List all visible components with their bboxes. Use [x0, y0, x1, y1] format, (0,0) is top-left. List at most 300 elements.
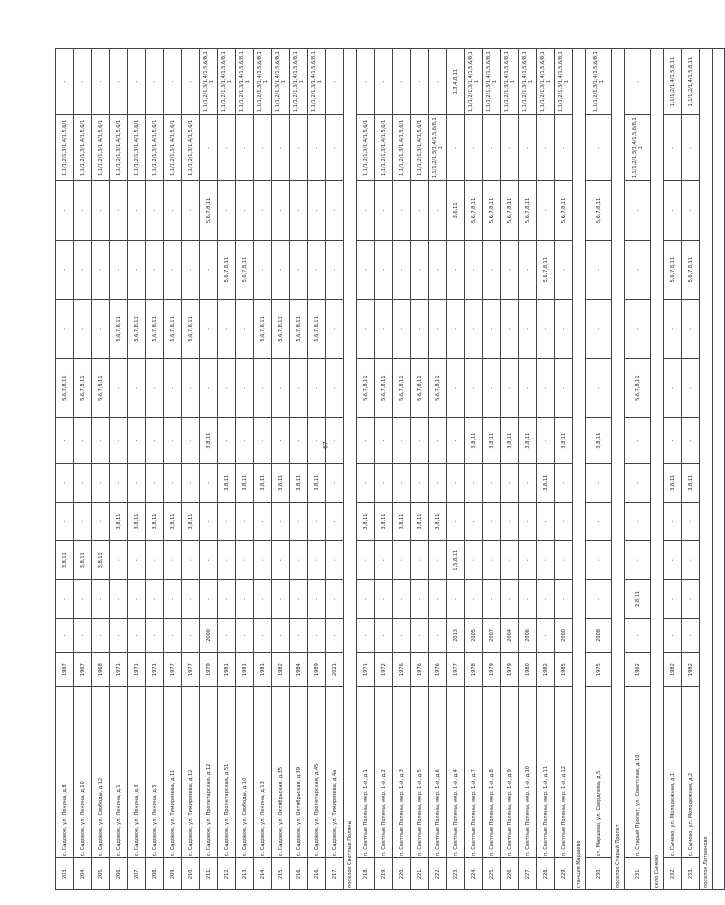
- repair-period-cell: -: [519, 502, 537, 541]
- building-address: с. Сычево, ул. Молодежная, д.1: [664, 687, 682, 858]
- repair-period-cell: 1,1/1,2/1,3/1,4/1,5,6/1: [375, 115, 393, 181]
- repair-period-cell: -: [411, 181, 429, 240]
- repair-period-cell: -: [465, 240, 483, 299]
- row-number: 221.: [411, 858, 429, 890]
- building-address: с. Садовое, ул. Ленина, д.13: [254, 687, 272, 858]
- repair-period-cell: -: [128, 240, 146, 299]
- repair-period-cell: -: [447, 115, 465, 181]
- repair-period-cell: -: [501, 240, 519, 299]
- repair-period-cell: -: [625, 502, 651, 541]
- repair-period-cell: -: [326, 580, 344, 619]
- table-row: [200, 49, 218, 890]
- building-address: с. Садовое, ул. Ленина, д.3: [128, 687, 146, 858]
- repair-period-cell: -: [375, 240, 393, 299]
- table-row: [290, 49, 308, 890]
- row-number: 218.: [357, 858, 375, 890]
- building-address: с. Садовое, ул. Свободы, д.10: [236, 687, 254, 858]
- repair-period-cell: 3,8,11: [555, 418, 573, 464]
- year-built: 1971: [128, 653, 146, 687]
- repair-period-cell: -: [501, 299, 519, 358]
- repair-period-cell: -: [375, 580, 393, 619]
- repair-period-cell: 3,8,11: [501, 418, 519, 464]
- table-row: [254, 49, 272, 890]
- repair-period-cell: -: [586, 299, 612, 358]
- repair-period-cell: -: [254, 502, 272, 541]
- repair-period-cell: 5,6,7,8,11: [74, 359, 92, 418]
- repair-period-cell: -: [92, 181, 110, 240]
- repair-period-cell: -: [537, 502, 555, 541]
- repair-period-cell: -: [429, 541, 447, 580]
- repair-period-cell: -: [146, 463, 164, 502]
- row-number: 229.: [555, 858, 573, 890]
- repair-period-cell: 5,6,7,8,11: [92, 359, 110, 418]
- building-address: с. Садовое, ул. Свободы, д.12: [92, 687, 110, 858]
- repair-period-cell: -: [483, 299, 501, 358]
- repair-period-cell: -: [254, 115, 272, 181]
- repair-period-cell: -: [128, 49, 146, 115]
- repair-period-cell: -: [182, 49, 200, 115]
- repair-period-cell: -: [200, 502, 218, 541]
- repair-period-cell: -: [625, 299, 651, 358]
- repair-period-cell: 3,8,11: [429, 502, 447, 541]
- repair-period-cell: -: [74, 580, 92, 619]
- repair-period-cell: 3,8,11: [254, 463, 272, 502]
- repair-period-cell: -: [393, 240, 411, 299]
- repair-period-cell: -: [375, 541, 393, 580]
- repair-period-cell: 3,8,11: [586, 418, 612, 464]
- repair-period-cell: -: [290, 502, 308, 541]
- repair-period-cell: -: [664, 618, 682, 652]
- building-address: с. Садовое, ул. Ленина, д.8: [56, 687, 74, 858]
- repair-period-cell: -: [465, 502, 483, 541]
- repair-period-cell: -: [483, 240, 501, 299]
- repair-period-cell: -: [290, 541, 308, 580]
- repair-period-cell: 3,8,11: [128, 502, 146, 541]
- repair-period-cell: -: [393, 618, 411, 652]
- repair-period-cell: 3,8,11: [290, 463, 308, 502]
- repair-period-cell: -: [447, 299, 465, 358]
- repair-period-cell: -: [236, 418, 254, 464]
- repair-period-cell: -: [200, 580, 218, 619]
- building-address: с. Садовое, ул. Пролетарская, д.51: [218, 687, 236, 858]
- repair-period-cell: -: [501, 502, 519, 541]
- repair-period-cell: -: [290, 240, 308, 299]
- table-row: [393, 49, 411, 890]
- repair-period-cell: 5,6,7,8,11: [429, 359, 447, 418]
- repair-period-cell: -: [182, 181, 200, 240]
- repair-period-cell: 1,3,4,8,11: [447, 49, 465, 115]
- repair-period-cell: 5,6,7,8,11: [375, 359, 393, 418]
- rotated-table-wrapper: [55, 48, 709, 890]
- repair-period-cell: 1,1/1,2/1,3/1,4/1,5,6/8,11: [290, 49, 308, 115]
- empty-cell: [713, 49, 725, 890]
- repair-period-cell: -: [56, 299, 74, 358]
- repair-period-cell: 2000: [555, 618, 573, 652]
- repair-period-cell: -: [357, 240, 375, 299]
- repair-period-cell: -: [537, 359, 555, 418]
- building-address: с. Садовое, ул. Октябрьская, д.35: [272, 687, 290, 858]
- year-built: 1972: [375, 653, 393, 687]
- building-address: с. Садовое, ул. Ленина, д.10: [74, 687, 92, 858]
- repair-period-cell: -: [308, 580, 326, 619]
- repair-period-cell: -: [625, 618, 651, 652]
- repair-period-cell: -: [56, 502, 74, 541]
- table-row: [308, 49, 326, 890]
- repair-period-cell: -: [537, 299, 555, 358]
- repair-period-cell: -: [625, 463, 651, 502]
- building-address: с. Садовое, ул. Ленина, д.5: [146, 687, 164, 858]
- repair-period-cell: -: [110, 463, 128, 502]
- repair-period-cell: 1,1/1,2/1,3/1,4/1,5,6/8,11: [625, 115, 651, 181]
- repair-period-cell: 5,6,7,8,11: [200, 181, 218, 240]
- repair-period-cell: -: [625, 181, 651, 240]
- repair-period-cell: 5,6,7,8,11: [357, 359, 375, 418]
- repair-period-cell: 3,8,11: [164, 502, 182, 541]
- repair-period-cell: 3,6,11: [447, 181, 465, 240]
- repair-period-cell: -: [357, 181, 375, 240]
- repair-period-cell: 1,1/1,2/1,4/1,5,8,11: [682, 49, 700, 115]
- year-built: 1985: [555, 653, 573, 687]
- repair-period-cell: -: [411, 418, 429, 464]
- row-number: 228.: [537, 858, 555, 890]
- repair-period-cell: -: [110, 580, 128, 619]
- table-row: [625, 49, 651, 890]
- building-address: п. Светлые Поляны, мкр. 1-й, д.11: [537, 687, 555, 858]
- repair-period-cell: -: [483, 359, 501, 418]
- year-built: 1981: [254, 653, 272, 687]
- repair-period-cell: 3,8,11: [146, 502, 164, 541]
- repair-period-cell: -: [92, 502, 110, 541]
- repair-period-cell: -: [92, 240, 110, 299]
- repair-period-cell: -: [537, 115, 555, 181]
- repair-period-cell: -: [586, 541, 612, 580]
- table-row: [357, 49, 375, 890]
- section-title: село Сычево: [651, 49, 664, 890]
- row-number: 212.: [218, 858, 236, 890]
- repair-period-cell: -: [519, 580, 537, 619]
- repair-period-cell: 5,6,7,8,11: [586, 181, 612, 240]
- repair-period-cell: 2005: [465, 618, 483, 652]
- repair-period-cell: -: [357, 418, 375, 464]
- repair-period-cell: -: [326, 299, 344, 358]
- building-address: ст. Маршево, ул. Свердлова, д.5: [586, 687, 612, 858]
- repair-period-cell: -: [447, 502, 465, 541]
- repair-period-cell: -: [272, 181, 290, 240]
- repair-period-cell: -: [182, 618, 200, 652]
- repair-period-cell: 5,6,7,8,11: [483, 181, 501, 240]
- repair-period-cell: 1,1/1,2/1,3/1,4/1,5,6/1: [411, 115, 429, 181]
- building-address: п. Светлые Поляны, мкр. 1-й, д.2: [375, 687, 393, 858]
- repair-period-cell: -: [465, 541, 483, 580]
- repair-period-cell: 2008: [586, 618, 612, 652]
- building-address: с. Садовое, ул. Пролетарская, д.45: [308, 687, 326, 858]
- repair-period-cell: 1,1/1,2/1,3/1,4/1,5,6/8,11: [218, 49, 236, 115]
- repair-period-cell: -: [182, 359, 200, 418]
- repair-period-cell: -: [74, 299, 92, 358]
- row-number: 231.: [625, 858, 651, 890]
- repair-period-cell: -: [326, 181, 344, 240]
- repair-period-cell: -: [56, 240, 74, 299]
- repair-period-cell: -: [682, 418, 700, 464]
- repair-period-cell: 5,6,7,8,11: [164, 299, 182, 358]
- row-number: 216.: [308, 858, 326, 890]
- table-row: [447, 49, 465, 890]
- repair-period-cell: -: [682, 299, 700, 358]
- repair-period-cell: -: [555, 115, 573, 181]
- table-row: [92, 49, 110, 890]
- repair-period-cell: -: [537, 618, 555, 652]
- repair-period-cell: 1,1/1,2/1,3/1,4/1,5,6/8,11: [501, 49, 519, 115]
- repair-period-cell: -: [182, 240, 200, 299]
- table-row: [375, 49, 393, 890]
- repair-period-cell: 1,1/1,2/1,3/1,4/1,5,6/8,11: [254, 49, 272, 115]
- repair-period-cell: 1,1/1,2/1,3/1,4/1,5,6/8,11: [272, 49, 290, 115]
- building-address: п. Светлые Поляны, мкр. 1-й, д.8: [483, 687, 501, 858]
- repair-period-cell: -: [218, 502, 236, 541]
- repair-period-cell: -: [537, 181, 555, 240]
- repair-period-cell: -: [501, 463, 519, 502]
- repair-period-cell: -: [357, 49, 375, 115]
- repair-period-cell: -: [664, 541, 682, 580]
- repair-period-cell: -: [254, 580, 272, 619]
- repair-period-cell: -: [393, 299, 411, 358]
- table-row: [519, 49, 537, 890]
- repair-period-cell: 3,8,11: [483, 418, 501, 464]
- repair-period-cell: -: [254, 618, 272, 652]
- repair-period-cell: 3,8,11: [182, 502, 200, 541]
- repair-period-cell: -: [501, 115, 519, 181]
- repair-period-cell: -: [110, 541, 128, 580]
- repair-period-cell: -: [92, 418, 110, 464]
- repair-period-cell: -: [74, 49, 92, 115]
- repair-period-cell: -: [411, 240, 429, 299]
- repair-period-cell: -: [308, 418, 326, 464]
- repair-period-cell: 2004: [501, 618, 519, 652]
- repair-period-cell: 3,8,11: [393, 502, 411, 541]
- repair-period-cell: -: [308, 359, 326, 418]
- repair-period-cell: -: [429, 580, 447, 619]
- building-address: с. Сычево, ул. Молодежная, д.2: [682, 687, 700, 858]
- page-number: 67: [322, 441, 330, 449]
- housing-repair-schedule-table: [55, 48, 725, 890]
- row-number: 215.: [272, 858, 290, 890]
- building-address: п. Светлые Поляны, мкр. 1-й, д.10: [519, 687, 537, 858]
- table-row: [182, 49, 200, 890]
- repair-period-cell: -: [465, 463, 483, 502]
- repair-period-cell: 5,6,7,8,11: [146, 299, 164, 358]
- year-built: 1981: [218, 653, 236, 687]
- repair-period-cell: 1,1/1,2/1,3/1,4/1,5,6/8,11: [465, 49, 483, 115]
- row-number: 225.: [483, 858, 501, 890]
- repair-period-cell: 1,1/1,2/1,3/1,4/1,5,6/8,11: [308, 49, 326, 115]
- row-number: 206.: [110, 858, 128, 890]
- repair-period-cell: -: [465, 580, 483, 619]
- repair-period-cell: -: [555, 502, 573, 541]
- section-header-row: [700, 49, 713, 890]
- building-address: п. Светлые Поляны, мкр. 1-й, д.7: [465, 687, 483, 858]
- repair-period-cell: -: [56, 618, 74, 652]
- year-built: 1962: [625, 653, 651, 687]
- repair-period-cell: -: [411, 618, 429, 652]
- repair-period-cell: -: [56, 181, 74, 240]
- repair-period-cell: -: [128, 618, 146, 652]
- repair-period-cell: 1,1/1,2/1,3/1,4/1,5,6/1: [164, 115, 182, 181]
- table-row: [218, 49, 236, 890]
- year-built: 1968: [92, 653, 110, 687]
- repair-period-cell: -: [272, 418, 290, 464]
- repair-period-cell: 3,8,11: [92, 541, 110, 580]
- table-row: [236, 49, 254, 890]
- row-number: 207.: [128, 858, 146, 890]
- repair-period-cell: 2006: [519, 618, 537, 652]
- repair-period-cell: -: [200, 541, 218, 580]
- table-row: [128, 49, 146, 890]
- repair-period-cell: -: [357, 580, 375, 619]
- repair-period-cell: 1,5,8,11: [447, 541, 465, 580]
- table-row: [537, 49, 555, 890]
- repair-period-cell: 5,6,7,8,11: [254, 299, 272, 358]
- repair-period-cell: 1,1/1,2/1,3/1,4/1,5,6/8,11: [555, 49, 573, 115]
- repair-period-cell: 3,8,11: [664, 463, 682, 502]
- repair-period-cell: -: [272, 618, 290, 652]
- row-number: 232.: [664, 858, 682, 890]
- repair-period-cell: -: [164, 580, 182, 619]
- repair-period-cell: -: [164, 618, 182, 652]
- year-built: 1981: [236, 653, 254, 687]
- repair-period-cell: -: [308, 502, 326, 541]
- repair-period-cell: -: [272, 580, 290, 619]
- year-built: 1977: [182, 653, 200, 687]
- row-number: 230.: [586, 858, 612, 890]
- repair-period-cell: -: [682, 181, 700, 240]
- repair-period-cell: 1,1/1,2/1,3/1,4/1,5,6/8,11: [519, 49, 537, 115]
- row-number: 211.: [200, 858, 218, 890]
- repair-period-cell: -: [272, 115, 290, 181]
- repair-period-cell: -: [254, 541, 272, 580]
- repair-period-cell: -: [218, 115, 236, 181]
- row-number: 223.: [447, 858, 465, 890]
- row-number: 233.: [682, 858, 700, 890]
- repair-period-cell: 1,1/1,2/1,3/1,4/1,5,6/1: [56, 115, 74, 181]
- repair-period-cell: -: [447, 418, 465, 464]
- repair-period-cell: 1,1/1,2/1,3/1,4/1,5,6/1: [146, 115, 164, 181]
- year-built: 1971: [146, 653, 164, 687]
- year-built: 1989: [308, 653, 326, 687]
- document-sheet: [55, 48, 709, 890]
- repair-period-cell: 5,6,7,8,11: [625, 359, 651, 418]
- repair-period-cell: -: [586, 502, 612, 541]
- repair-period-cell: -: [110, 359, 128, 418]
- year-built: 1979: [200, 653, 218, 687]
- repair-period-cell: -: [483, 463, 501, 502]
- repair-period-cell: 1,1/1,2/1,3/1,4/1,5,6/8,11: [537, 49, 555, 115]
- repair-period-cell: -: [308, 115, 326, 181]
- year-built: 1980: [519, 653, 537, 687]
- repair-period-cell: 5,6,7,8,11: [411, 359, 429, 418]
- repair-period-cell: 5,6,7,8,11: [465, 181, 483, 240]
- repair-period-cell: 5,6,7,8,11: [519, 181, 537, 240]
- repair-period-cell: 1,1/1,2/1,3/1,4/1,5,6/1: [357, 115, 375, 181]
- repair-period-cell: -: [200, 240, 218, 299]
- repair-period-cell: -: [375, 181, 393, 240]
- table-row: [326, 49, 344, 890]
- repair-period-cell: -: [519, 541, 537, 580]
- repair-period-cell: -: [272, 541, 290, 580]
- table-row: [164, 49, 182, 890]
- repair-period-cell: -: [537, 541, 555, 580]
- year-built: 1976: [411, 653, 429, 687]
- repair-period-cell: -: [411, 463, 429, 502]
- building-address: п. Светлые Поляны, мкр. 1-й, д.1: [357, 687, 375, 858]
- repair-period-cell: 3,8,11: [537, 463, 555, 502]
- repair-period-cell: 3,8,11: [465, 418, 483, 464]
- repair-period-cell: -: [182, 541, 200, 580]
- repair-period-cell: -: [393, 49, 411, 115]
- repair-period-cell: -: [146, 580, 164, 619]
- row-number: 204.: [74, 858, 92, 890]
- building-address: с. Садовое, ул. Пролетарская, д.12: [200, 687, 218, 858]
- repair-period-cell: -: [501, 541, 519, 580]
- table-row: [682, 49, 700, 890]
- repair-period-cell: -: [429, 181, 447, 240]
- repair-period-cell: -: [182, 580, 200, 619]
- repair-period-cell: 1,1/1,2/1,3/1,4/1,5,6/8,11: [236, 49, 254, 115]
- repair-period-cell: -: [146, 49, 164, 115]
- repair-period-cell: -: [625, 49, 651, 115]
- repair-period-cell: -: [236, 580, 254, 619]
- repair-period-cell: -: [465, 359, 483, 418]
- year-built: 1976: [393, 653, 411, 687]
- row-number: 213.: [236, 858, 254, 890]
- repair-period-cell: -: [164, 463, 182, 502]
- row-number: 217.: [326, 858, 344, 890]
- repair-period-cell: -: [218, 181, 236, 240]
- repair-period-cell: -: [308, 181, 326, 240]
- repair-period-cell: -: [664, 299, 682, 358]
- table-row: [411, 49, 429, 890]
- repair-period-cell: -: [164, 181, 182, 240]
- row-number: 220.: [393, 858, 411, 890]
- building-address: п. Старый Пролет, ул. Советская, д.10: [625, 687, 651, 858]
- repair-period-cell: -: [218, 580, 236, 619]
- repair-period-cell: 1,1/1,2/1,3/1,4/1,5,6/8,11: [429, 115, 447, 181]
- repair-period-cell: -: [664, 359, 682, 418]
- repair-period-cell: -: [200, 463, 218, 502]
- repair-period-cell: -: [682, 359, 700, 418]
- repair-period-cell: -: [74, 418, 92, 464]
- repair-period-cell: -: [586, 359, 612, 418]
- building-address: п. Светлые Поляны, мкр. 1-й, д.9: [501, 687, 519, 858]
- repair-period-cell: -: [483, 580, 501, 619]
- section-title: станция Маршево: [573, 49, 586, 890]
- building-address: п. Светлые Поляны, мкр. 1-й, д.12: [555, 687, 573, 858]
- repair-period-cell: -: [74, 618, 92, 652]
- repair-period-cell: -: [272, 502, 290, 541]
- repair-period-cell: -: [236, 299, 254, 358]
- year-built: 1976: [429, 653, 447, 687]
- repair-period-cell: -: [236, 359, 254, 418]
- row-number: 205.: [92, 858, 110, 890]
- repair-period-cell: -: [290, 359, 308, 418]
- year-built: 1975: [586, 653, 612, 687]
- repair-period-cell: -: [326, 49, 344, 115]
- row-number: 214.: [254, 858, 272, 890]
- repair-period-cell: -: [164, 359, 182, 418]
- year-built: 1979: [483, 653, 501, 687]
- repair-period-cell: -: [236, 618, 254, 652]
- repair-period-cell: -: [447, 580, 465, 619]
- table-row: [465, 49, 483, 890]
